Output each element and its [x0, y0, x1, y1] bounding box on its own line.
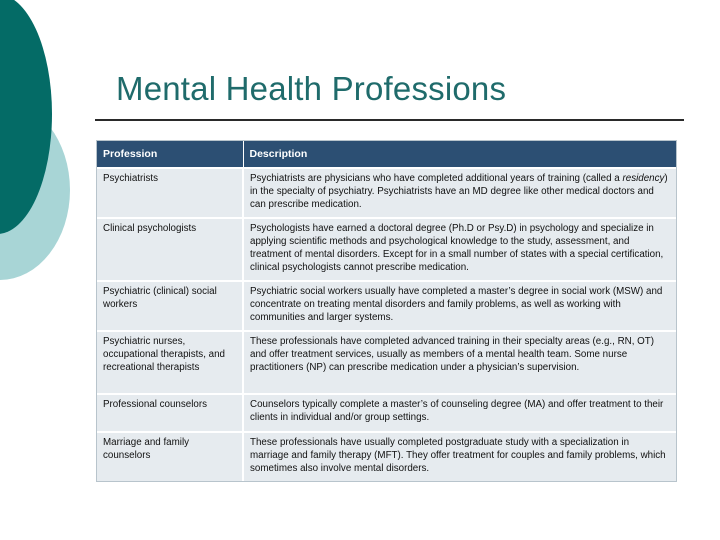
profession-cell: Psychiatric (clinical) social workers — [97, 281, 243, 331]
profession-cell: Professional counselors — [97, 394, 243, 432]
table-row — [97, 394, 676, 432]
header-profession: Profession — [97, 141, 243, 168]
table-row — [97, 432, 676, 482]
slide-title: Mental Health Professions — [116, 70, 507, 107]
description-text: Psychiatrists are physicians who have completed additional years of training (called a — [250, 173, 623, 184]
table-row — [97, 281, 676, 331]
table-header-row — [97, 141, 676, 168]
profession-cell: Clinical psychologists — [97, 218, 243, 281]
description-cell: Psychiatric social workers usually have completed a master’s degree in social work (MSW) and concentrate on treating mental disorders and family problems, as well as working with communities and larger systems. — [243, 281, 676, 331]
table-row — [97, 168, 676, 218]
header-description: Description — [243, 141, 676, 168]
profession-cell: Psychiatrists — [97, 168, 243, 218]
description-cell: These professionals have usually completed postgraduate study with a specialization in marriage and family therapy (MFT). They offer treatment for couples and family problems, which sometimes also involve mental disorders. — [243, 432, 676, 482]
description-cell — [243, 168, 676, 218]
description-text: ) in the specialty of psychiatry. Psychiatrists have an MD degree like other medical doctors and can prescribe medication. — [250, 173, 668, 211]
professions-table-frame — [96, 140, 677, 482]
title-underline — [95, 119, 684, 121]
profession-cell: Marriage and family counselors — [97, 432, 243, 482]
table-row — [97, 331, 676, 394]
description-cell: These professionals have completed advanced training in their specialty areas (e.g., RN, OT) and offer treatment services, usually as members of a mental health team. Some nurse practitioners (NP) can prescribe medication under a physician’s supervision. — [243, 331, 676, 394]
profession-cell: Psychiatric nurses, occupational therapists, and recreational therapists — [97, 331, 243, 394]
professions-table — [97, 141, 676, 482]
description-emphasis: residency — [622, 173, 665, 184]
table-row — [97, 218, 676, 281]
description-cell: Counselors typically complete a master’s of counseling degree (MA) and offer treatment to their clients in individual and/or group settings. — [243, 394, 676, 432]
description-cell: Psychologists have earned a doctoral degree (Ph.D or Psy.D) in psychology and specialize in applying scientific methods and psychological knowledge to the study, assessment, and treatment of mental disorders. Except for in a small number of states with a special certification, clinical psychologists cannot prescribe medication. — [243, 218, 676, 281]
